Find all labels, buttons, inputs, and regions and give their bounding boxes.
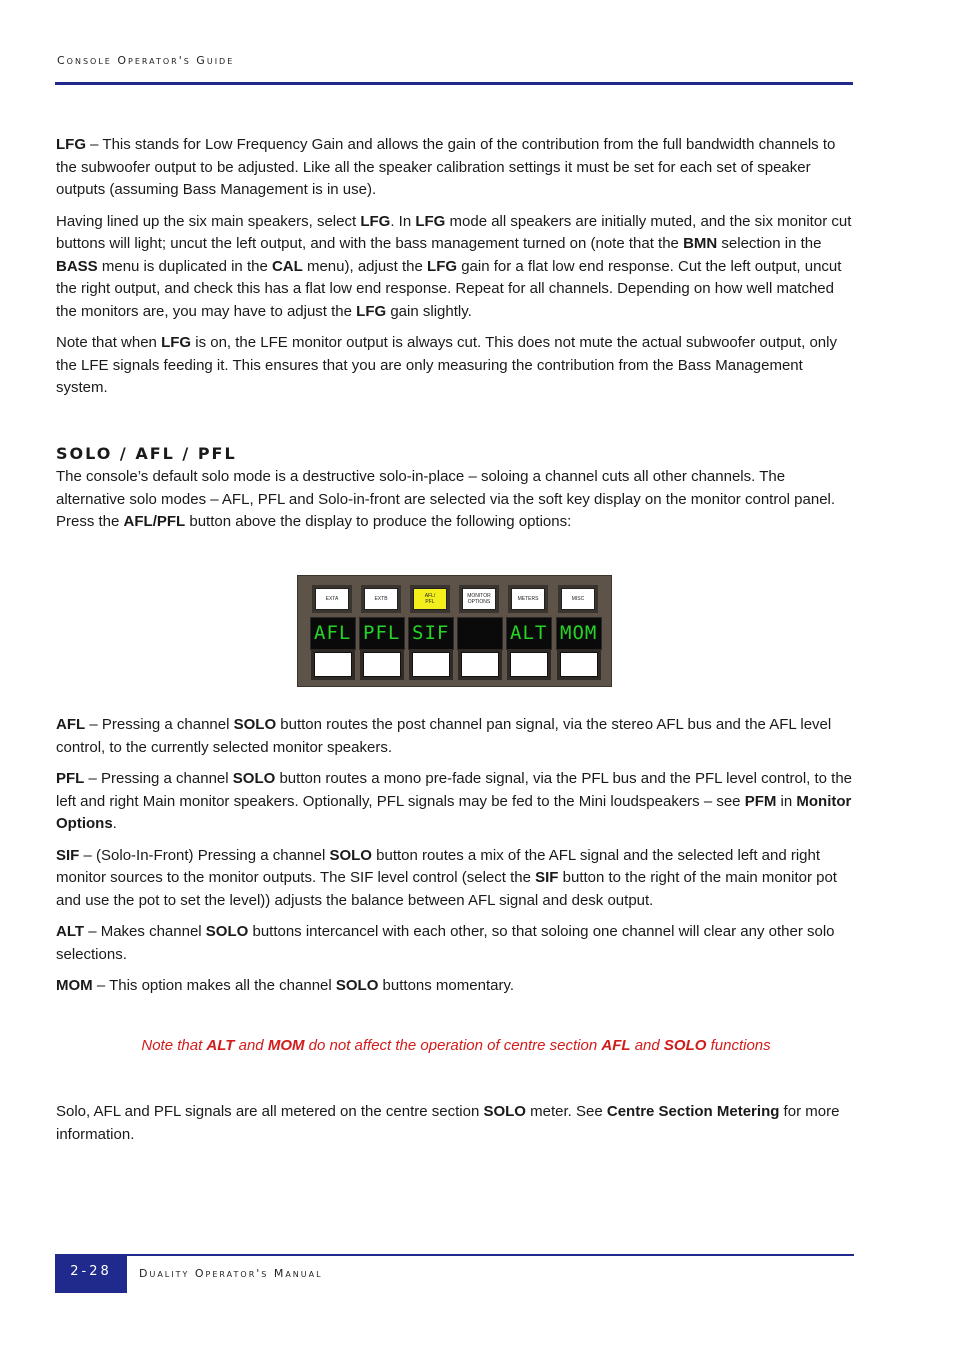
pfl-paragraph: PFL – Pressing a channel SOLO button routes a mono pre-fade signal, via the PFL bus and the PFL level control, to the left and right Main monitor speakers. Optionally, PFL signals may be fed to the Mini loudspeakers – see PFM in Monitor Options. [56,770,853,832]
softkey-meters[interactable]: METERS [511,588,545,610]
lcd-display-5: ALT [506,617,552,650]
footer-title: Duality Operator's Manual [139,1267,323,1280]
monitor-softkey-panel [297,575,612,687]
lcd-display-2: PFL [359,617,405,650]
mode-button-1[interactable] [314,652,352,677]
mode-button-6[interactable] [560,652,598,677]
softkey-exta[interactable]: EXTA [315,588,349,610]
lfg-paragraph-3: Note that when LFG is on, the LFE monitor output is always cut. This does not mute the actual subwoofer output, only the LFE signals feeding it. This ensures that you are only measuring the contribution from the Bass Management system. [56,334,837,396]
mode-button-3[interactable] [412,652,450,677]
mode-button-2[interactable] [363,652,401,677]
red-note: Note that ALT and MOM do not affect the operation of centre section AFL and SOLO functions [141,1037,771,1054]
section-heading: SOLO / AFL / PFL [56,444,237,463]
mom-paragraph: MOM – This option makes all the channel SOLO buttons momentary. [56,977,515,994]
softkey-monitor-options[interactable]: MONITOR OPTIONS [462,588,496,610]
alt-paragraph: ALT – Makes channel SOLO buttons intercancel with each other, so that soloing one channel will clear any other solo selections. [56,923,835,963]
closing-paragraph: Solo, AFL and PFL signals are all metered on the centre section SOLO meter. See Centre Section Metering for more information. [56,1103,840,1143]
lfg-desc: – This stands for Low Frequency Gain and allows the gain of the contribution from the full bandwidth channels to the subwoofer output to be adjusted. Like all the speaker calibration settings it must be set for each set of speaker outputs (assuming Bass Management is in use). [56,136,836,198]
running-header: Console Operator's Guide [57,54,235,67]
afl-paragraph: AFL – Pressing a channel SOLO button routes the post channel pan signal, via the stereo AFL bus and the AFL level control, to the currently selected monitor speakers. [56,716,832,756]
softkey-misc[interactable]: MISC [561,588,595,610]
lcd-display-4 [457,617,503,650]
softkey-extb[interactable]: EXTB [364,588,398,610]
lfg-paragraph [56,134,856,202]
lfg-paragraph-2: Having lined up the six main speakers, select LFG. In LFG mode all speakers are initially muted, and the six monitor cut buttons will light; uncut the left output, and with the bass management turned on (note that the BMN selection in the BASS menu is duplicated in the CAL menu), adjust the LFG gain for a flat low end response. Cut the left output, uncut the right output, and check this has a flat low end response. Repeat for all channels. Depending on how well matched the monitors are, you may have to adjust the LFG gain slightly. [56,212,852,320]
mode-button-5[interactable] [510,652,548,677]
lfg-term: LFG [56,136,86,153]
lcd-display-6: MOM [556,617,602,650]
solo-modes [56,714,856,1007]
mode-button-4[interactable] [461,652,499,677]
sif-paragraph: SIF – (Solo-In-Front) Pressing a channel SOLO button routes a mix of the AFL signal and the selected left and right monitor sources to the monitor outputs. The SIF level control (select the SIF button to the right of the main monitor pot and use the pot to set the level)) adjusts the balance between AFL signal and desk output. [56,846,837,909]
lfg-section [56,134,856,409]
lcd-display-1: AFL [310,617,356,650]
page-number: 2-28 [55,1256,127,1293]
lcd-display-3: SIF [408,617,454,650]
header-rule [55,82,853,85]
softkey-afl-pfl[interactable]: AFL/ PFL [413,588,447,610]
solo-intro: The console’s default solo mode is a destructive solo-in-place – soloing a channel cuts all other channels. The alternative solo modes – AFL, PFL and Solo-in-front are selected via the soft key display on the monitor control panel. Press the AFL/PFL button above the display to produce the following options: [56,468,836,530]
footer-rule [55,1254,854,1256]
